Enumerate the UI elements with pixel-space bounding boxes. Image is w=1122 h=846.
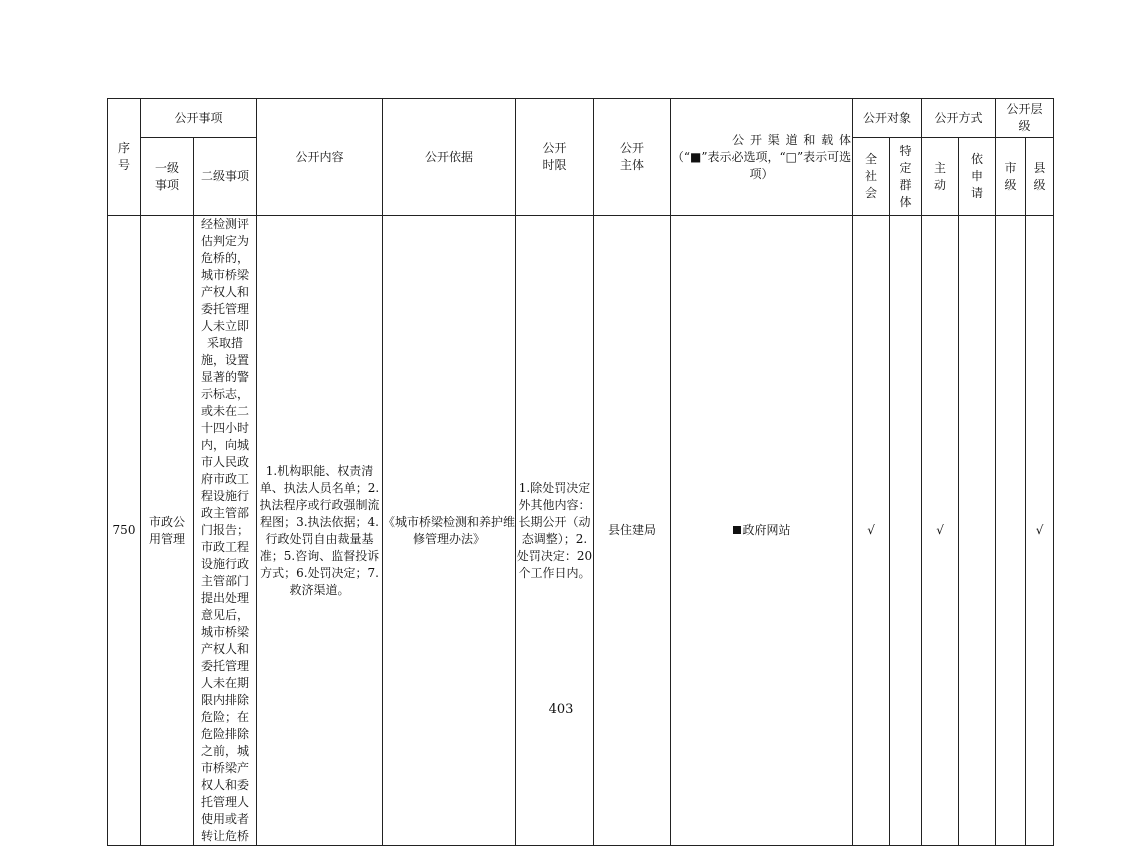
header-level-group: 公开层级 [996, 99, 1054, 138]
header-level-city: 市级 [996, 138, 1026, 216]
header-level-county: 县级 [1026, 138, 1054, 216]
channel-label: 政府网站 [742, 523, 791, 537]
header-level2: 二级事项 [194, 138, 257, 216]
cell-level-county: √ [1026, 216, 1054, 846]
header-method-active: 主动 [922, 138, 959, 216]
disclosure-table [107, 98, 1054, 846]
header-obj-specific: 特定群体 [890, 138, 922, 216]
header-seq: 序号 [108, 99, 141, 216]
cell-method-request [959, 216, 996, 846]
cell-seq: 750 [108, 216, 141, 846]
cell-obj-specific [890, 216, 922, 846]
page-number: 403 [548, 702, 574, 717]
cell-content: 1.机构职能、权责清单、执法人员名单；2.执法程序或行政强制流程图；3.执法依据；4.行政处罚自由裁量基准；5.咨询、监督投诉方式；6.处罚决定；7.救济渠道。 [257, 216, 383, 846]
header-obj-all: 全社会 [853, 138, 890, 216]
cell-level1: 市政公用管理 [141, 216, 194, 846]
cell-level2: 经检测评估判定为危桥的，城市桥梁产权人和委托管理人未立即采取措施，设置显著的警示标志，或未在二十四小时内，向城市人民政府市政工程设施行政主管部门报告；市政工程设施行政主管部门提出处理意见后，城市桥梁产权人和委托管理人未在期限内排除危险；在危险排除之前，城市桥梁产权人和委托管理人使用或者转让危桥 [194, 216, 257, 846]
header-period: 公开时限 [516, 99, 594, 216]
cell-method-active: √ [922, 216, 959, 846]
header-matter-group: 公开事项 [141, 99, 257, 138]
header-subject: 公开主体 [594, 99, 671, 216]
cell-subject: 县住建局 [594, 216, 671, 846]
header-method-request: 依申请 [959, 138, 996, 216]
cell-period: 1.除处罚决定外其他内容：长期公开（动态调整）；2.处罚决定：20个工作日内。 [516, 216, 594, 846]
header-channel-title: 公 开 渠 道 和 载 体 [732, 132, 853, 147]
required-square-icon [733, 526, 741, 534]
header-content: 公开内容 [257, 99, 383, 216]
header-object-group: 公开对象 [853, 99, 922, 138]
header-basis: 公开依据 [383, 99, 516, 216]
cell-basis: 《城市桥梁检测和养护维修管理办法》 [383, 216, 516, 846]
header-method-group: 公开方式 [922, 99, 996, 138]
header-level1: 一级事项 [141, 138, 194, 216]
cell-obj-all: √ [853, 216, 890, 846]
header-channel [671, 99, 853, 216]
header-channel-note: （“■”表示必选项，“□”表示可选项） [671, 149, 852, 181]
cell-level-city [996, 216, 1026, 846]
cell-channel [671, 216, 853, 846]
table-row [108, 216, 1054, 846]
